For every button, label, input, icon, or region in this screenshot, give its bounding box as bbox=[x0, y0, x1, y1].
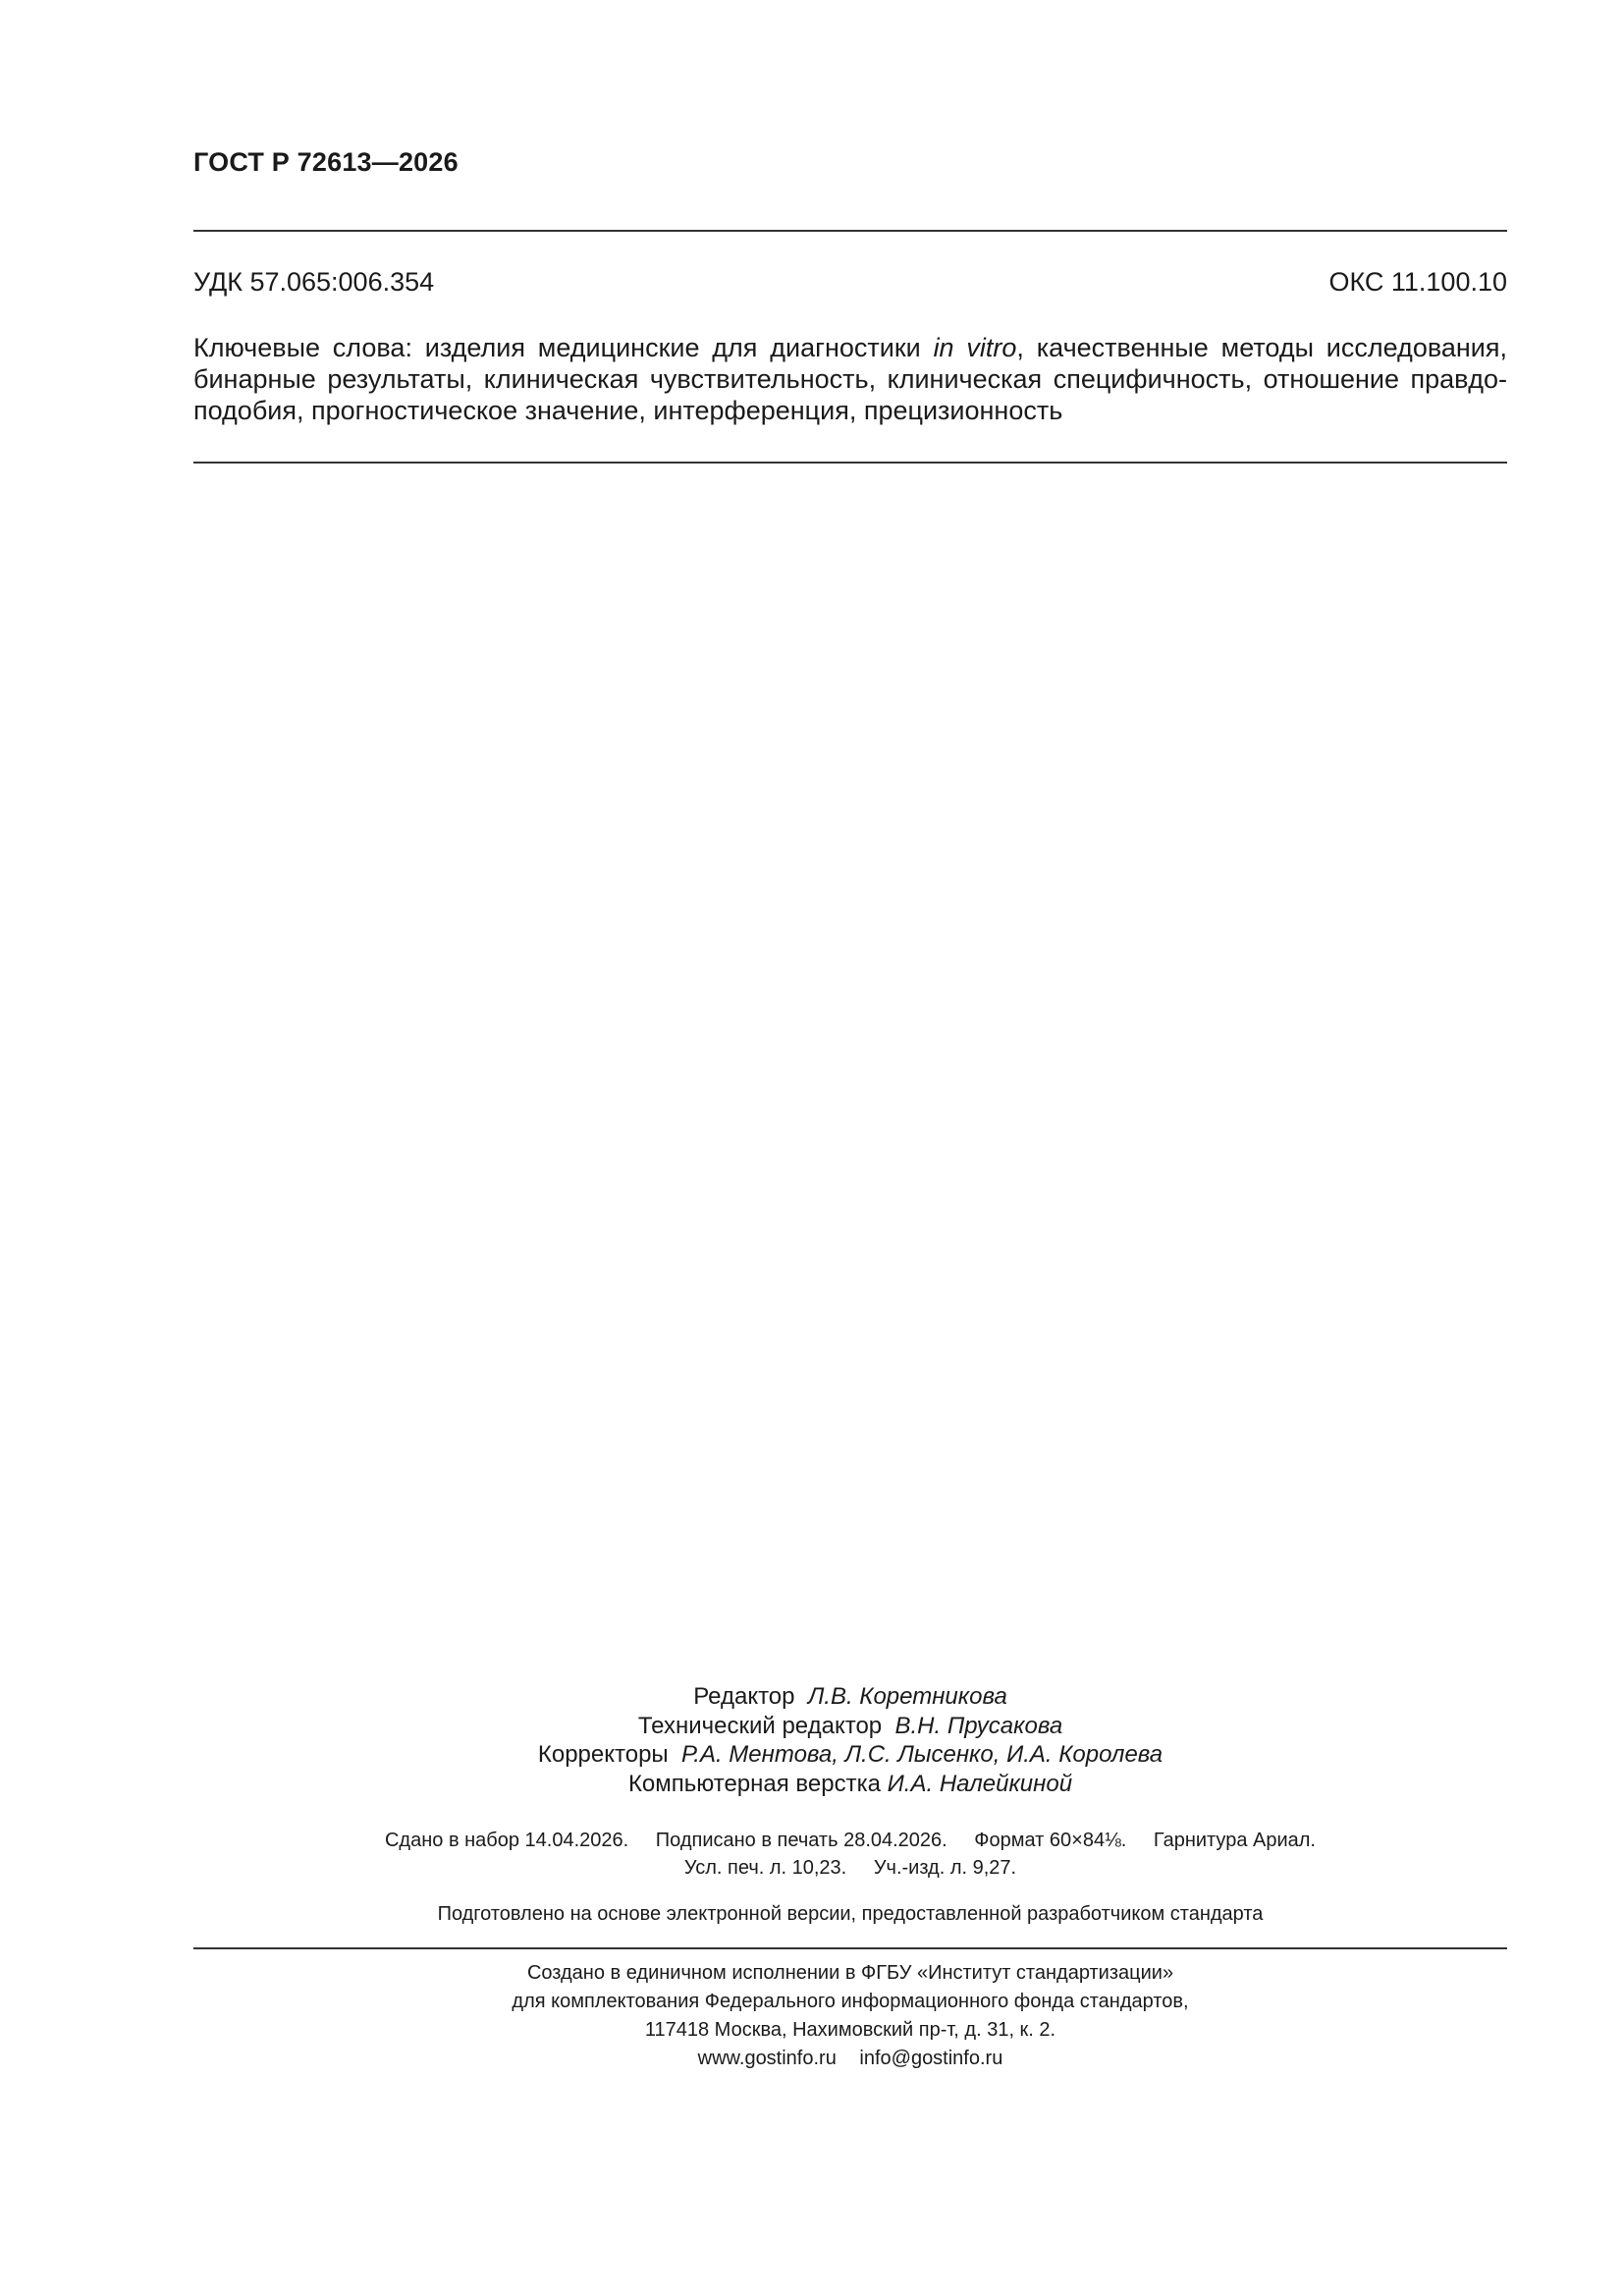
keywords-divider bbox=[193, 462, 1507, 464]
tech-editor-name: В.Н. Прусакова bbox=[894, 1712, 1063, 1739]
keywords-in-vitro: in vitro bbox=[933, 333, 1017, 362]
publisher-block bbox=[193, 1959, 1507, 2073]
keywords-line-2: бинарные результаты, клиническая чувствительность, клиническая специфичность, отношение правдо- bbox=[193, 364, 1507, 394]
udk-code: УДК 57.065:006.354 bbox=[193, 267, 435, 297]
tech-editor-label: Технический редактор bbox=[637, 1712, 883, 1739]
publisher-contacts bbox=[193, 2045, 1507, 2073]
typeface: Гарнитура Ариал. bbox=[1153, 1830, 1316, 1851]
keywords-line-1 bbox=[193, 332, 1507, 363]
credit-layout bbox=[193, 1770, 1507, 1799]
keywords-block bbox=[193, 332, 1507, 426]
publisher-line-2: для комплектования Федерального информационного фонда стандартов, bbox=[512, 1991, 1189, 2012]
prepared-note: Подготовлено на основе электронной версии, предоставленной разработчиком стандарта bbox=[437, 1903, 1264, 1925]
publisher-address: 117418 Москва, Нахимовский пр-т, д. 31, к. 2. bbox=[644, 2019, 1056, 2041]
keywords-line-1-suffix: , качественные методы исследования, bbox=[1016, 333, 1508, 362]
keywords-line-1-prefix: Ключевые слова: изделия медицинские для диагностики bbox=[193, 333, 934, 362]
credit-proofreaders bbox=[193, 1740, 1507, 1770]
keywords-line-3: подобия, прогностическое значение, интерференция, прецизионность bbox=[193, 396, 1063, 425]
publisher-sheets: Уч.-изд. л. 9,27. bbox=[873, 1857, 1017, 1879]
print-info-block bbox=[193, 1827, 1507, 1882]
credits-block bbox=[193, 1682, 1507, 1798]
proofreaders-names: Р.А. Ментова, Л.С. Лысенко, И.А. Королева bbox=[681, 1741, 1163, 1768]
credit-editor bbox=[193, 1682, 1507, 1712]
publisher-line-1: Создано в единичном исполнении в ФГБУ «Институт стандартизации» bbox=[526, 1962, 1174, 1984]
oks-code: ОКС 11.100.10 bbox=[1328, 267, 1507, 297]
bottom-divider bbox=[193, 1947, 1507, 1949]
print-info-line-2 bbox=[193, 1854, 1507, 1882]
print-sheets: Усл. печ. л. 10,23. bbox=[683, 1857, 847, 1879]
submitted-date: Сдано в набор 14.04.2026. bbox=[384, 1830, 629, 1851]
print-info-line-1 bbox=[193, 1827, 1507, 1854]
editor-name: Л.В. Коретникова bbox=[807, 1683, 1007, 1710]
website-link[interactable]: www.gostinfo.ru bbox=[697, 2048, 837, 2069]
layout-label: Компьютерная верстка bbox=[627, 1770, 881, 1797]
editor-label: Редактор bbox=[693, 1683, 795, 1710]
proofreaders-label: Корректоры bbox=[537, 1741, 669, 1768]
top-divider bbox=[193, 230, 1507, 232]
signed-date: Подписано в печать 28.04.2026. bbox=[655, 1830, 947, 1851]
email-link[interactable]: info@gostinfo.ru bbox=[859, 2048, 1003, 2069]
classification-row bbox=[193, 267, 1507, 298]
credit-tech-editor bbox=[193, 1712, 1507, 1741]
print-format: Формат 60×84⅛. bbox=[974, 1830, 1127, 1851]
document-code: ГОСТ Р 72613—2026 bbox=[193, 147, 459, 177]
layout-name: И.А. Налейкиной bbox=[887, 1770, 1073, 1797]
